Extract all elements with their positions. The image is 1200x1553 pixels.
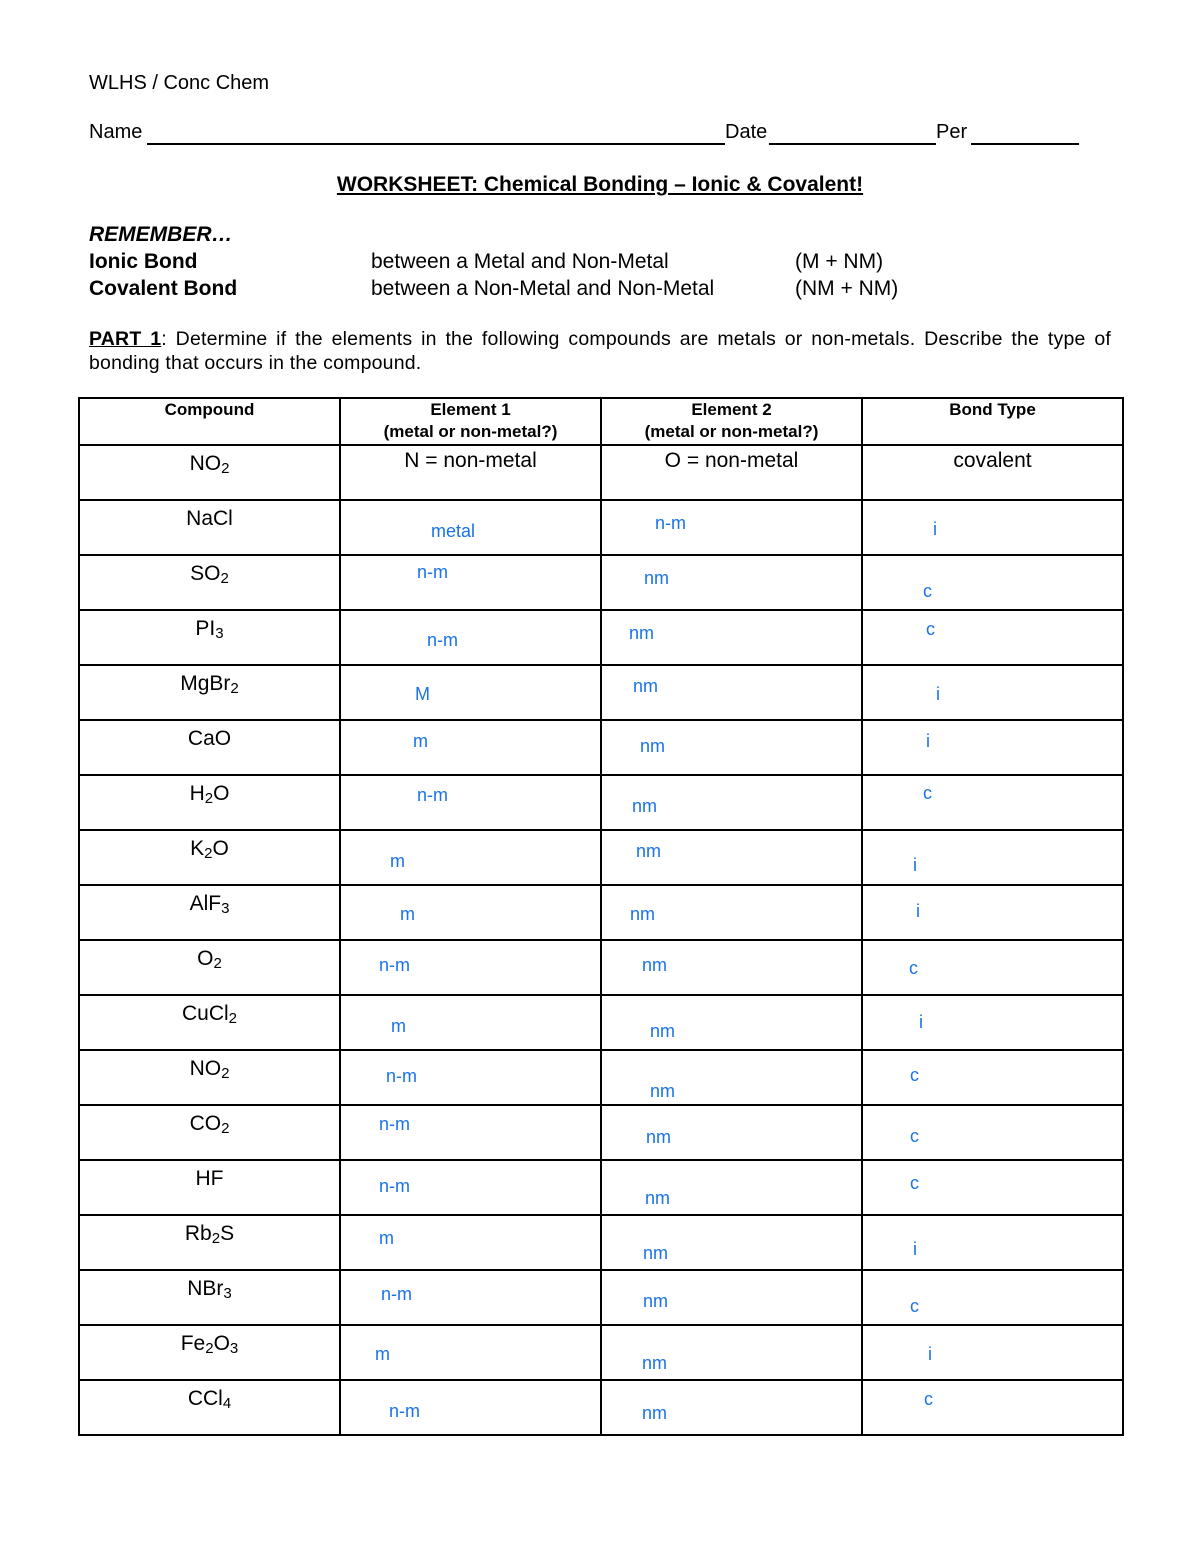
element1-cell[interactable] <box>340 1380 601 1435</box>
element2-cell[interactable] <box>601 1050 862 1105</box>
bond-type-cell[interactable] <box>862 665 1123 720</box>
compound-formula: $K_2O$ <box>190 837 229 862</box>
compound-formula: $Rb_2S$ <box>184 1222 235 1247</box>
element1-cell[interactable] <box>340 1160 601 1215</box>
element1-cell[interactable] <box>340 555 601 610</box>
bond-type-cell[interactable] <box>862 885 1123 940</box>
compound-cell <box>79 555 340 610</box>
table-header-row <box>79 398 1123 445</box>
element1-answer: n-m <box>417 562 448 582</box>
element2-header-label: Element 2 <box>691 400 772 419</box>
course-label: WLHS / Conc Chem <box>89 72 270 94</box>
compound-formula: CCl$_4$ <box>187 1387 232 1412</box>
table-row <box>79 940 1123 995</box>
name-field[interactable] <box>147 143 725 145</box>
element2-answer: O = non-metal <box>664 449 799 472</box>
element2-cell[interactable] <box>601 555 862 610</box>
compound-cell <box>79 1215 340 1270</box>
element1-cell[interactable] <box>340 1050 601 1105</box>
example-element2-cell <box>601 445 862 500</box>
bond-type-cell[interactable] <box>862 555 1123 610</box>
element1-cell[interactable] <box>340 830 601 885</box>
compound-cell <box>79 500 340 555</box>
element1-cell[interactable] <box>340 995 601 1050</box>
table-row <box>79 995 1123 1050</box>
compound-cell <box>79 610 340 665</box>
element2-answer: nm <box>636 841 662 861</box>
element1-answer: m <box>400 904 415 924</box>
table-row <box>79 555 1123 610</box>
compound-cell <box>79 720 340 775</box>
compound-cell <box>79 830 340 885</box>
bond-type-cell[interactable] <box>862 1160 1123 1215</box>
bond-type-answer: c <box>923 783 932 803</box>
compound-cell <box>79 940 340 995</box>
element1-answer: n-m <box>417 785 448 805</box>
bond-type-answer: i <box>933 519 937 539</box>
compound-formula: $O_2$ <box>197 947 222 972</box>
table-row <box>79 775 1123 830</box>
element2-cell[interactable] <box>601 610 862 665</box>
element1-header <box>340 398 601 445</box>
element2-answer: nm <box>644 568 670 588</box>
element1-header-label: Element 1 <box>430 400 511 419</box>
compound-formula: $SO_2$ <box>190 562 229 587</box>
compound-formula: NBr$_3$ <box>187 1277 232 1302</box>
bond-type-answer: i <box>926 731 930 751</box>
bonding-table <box>78 397 1124 1436</box>
element1-cell[interactable] <box>340 1270 601 1325</box>
bond-type-answer: i <box>936 684 940 704</box>
bond-type-cell[interactable] <box>862 830 1123 885</box>
name-label: Name <box>89 121 143 143</box>
compound-formula: CuCl$_2$ <box>181 1002 238 1027</box>
table-row <box>79 1215 1123 1270</box>
per-label: Per <box>936 121 968 143</box>
table-row <box>79 1105 1123 1160</box>
compound-cell <box>79 1160 340 1215</box>
bond-type-answer: i <box>928 1344 932 1364</box>
element2-answer: nm <box>633 676 659 696</box>
element2-cell[interactable] <box>601 1380 862 1435</box>
element2-answer: nm <box>642 1403 668 1423</box>
compound-formula: $CO_2$ <box>189 1112 230 1137</box>
element1-cell[interactable] <box>340 500 601 555</box>
compound-formula: HF <box>195 1167 224 1190</box>
element2-cell[interactable] <box>601 775 862 830</box>
bond-type-cell[interactable] <box>862 1325 1123 1380</box>
ionic-bond-abbreviation: (M + NM) <box>795 250 884 273</box>
table-row <box>79 885 1123 940</box>
example-bond-cell <box>862 445 1123 500</box>
element2-cell[interactable] <box>601 720 862 775</box>
compound-cell <box>79 1050 340 1105</box>
element2-answer: nm <box>650 1021 676 1041</box>
element1-answer: n-m <box>381 1284 412 1304</box>
compound-cell <box>79 775 340 830</box>
bond-type-answer: c <box>910 1296 919 1316</box>
element1-answer: M <box>415 684 430 704</box>
element1-answer: m <box>413 731 428 751</box>
element1-answer: N = non-metal <box>404 449 537 472</box>
element1-header-sub: (metal or non-metal?) <box>383 422 558 441</box>
element2-answer: nm <box>643 1291 669 1311</box>
table-row <box>79 720 1123 775</box>
bond-type-answer: i <box>919 1012 923 1032</box>
compound-header-label: Compound <box>164 400 255 419</box>
bond-type-cell[interactable] <box>862 500 1123 555</box>
element1-cell[interactable] <box>340 610 601 665</box>
element2-answer: nm <box>642 1353 668 1373</box>
element2-answer: nm <box>642 955 668 975</box>
bond-type-answer: c <box>910 1126 919 1146</box>
compound-cell <box>79 1325 340 1380</box>
bond-type-answer: i <box>916 901 920 921</box>
element1-answer: metal <box>431 521 476 541</box>
element2-answer: nm <box>650 1081 676 1101</box>
table-row <box>79 1050 1123 1105</box>
element1-answer: n-m <box>386 1066 417 1086</box>
element2-answer: nm <box>632 796 658 816</box>
element1-cell[interactable] <box>340 665 601 720</box>
element2-answer: nm <box>645 1188 671 1208</box>
element1-cell[interactable] <box>340 775 601 830</box>
bond-type-cell[interactable] <box>862 1050 1123 1105</box>
date-field[interactable] <box>769 143 936 145</box>
element1-answer: n-m <box>389 1401 420 1421</box>
element2-cell[interactable] <box>601 830 862 885</box>
element2-header <box>601 398 862 445</box>
compound-header <box>79 398 340 445</box>
element2-header-sub: (metal or non-metal?) <box>644 422 819 441</box>
element1-cell[interactable] <box>340 940 601 995</box>
compound-formula: $Fe_2O_3$ <box>180 1332 239 1357</box>
table-row <box>79 1270 1123 1325</box>
per-field[interactable] <box>971 143 1079 145</box>
bond-type-cell[interactable] <box>862 610 1123 665</box>
covalent-bond-definition: between a Non-Metal and Non-Metal <box>371 277 715 300</box>
compound-formula: $H_2O$ <box>189 782 230 807</box>
name-date-per-row <box>89 121 1079 147</box>
part1-instructions <box>89 327 1111 375</box>
element2-cell[interactable] <box>601 885 862 940</box>
bond-type-header <box>862 398 1123 445</box>
part1-label: PART 1 <box>89 328 162 350</box>
element1-answer: m <box>379 1228 394 1248</box>
bond-type-answer: c <box>910 1065 919 1085</box>
bond-type-answer: i <box>913 1239 917 1259</box>
element1-answer: m <box>375 1344 390 1364</box>
bond-type-answer: c <box>910 1173 919 1193</box>
element2-answer: nm <box>646 1127 672 1147</box>
element1-cell[interactable] <box>340 720 601 775</box>
element1-cell[interactable] <box>340 1105 601 1160</box>
ionic-bond-definition: between a Metal and Non-Metal <box>371 250 669 273</box>
compound-cell <box>79 665 340 720</box>
bond-type-answer: c <box>924 1389 933 1409</box>
date-label: Date <box>725 121 768 143</box>
covalent-bond-abbreviation: (NM + NM) <box>795 277 899 300</box>
compound-formula: NaCl <box>186 507 233 530</box>
element2-answer: nm <box>643 1243 669 1263</box>
element1-answer: n-m <box>379 1114 410 1134</box>
element2-cell[interactable] <box>601 1325 862 1380</box>
part1-text: : Determine if the elements in the following compounds are metals or non-metals. Describe the type of bonding that occurs in the compound. <box>89 328 1111 374</box>
worksheet-title: WORKSHEET: Chemical Bonding – Ionic & Covalent! <box>336 173 864 196</box>
ionic-bond-term: Ionic Bond <box>89 250 198 273</box>
bond-type-header-label: Bond Type <box>949 400 1036 419</box>
bond-type-cell[interactable] <box>862 1380 1123 1435</box>
compound-formula: $NO_2$ <box>189 1057 230 1082</box>
compound-cell <box>79 885 340 940</box>
table-row <box>79 830 1123 885</box>
compound-cell <box>79 1380 340 1435</box>
example-element1-cell <box>340 445 601 500</box>
remember-heading: REMEMBER… <box>89 223 233 246</box>
compound-formula: $PI_3$ <box>195 617 224 642</box>
bond-type-answer: c <box>926 619 935 639</box>
covalent-bond-term: Covalent Bond <box>89 277 238 300</box>
table-row <box>79 610 1123 665</box>
bond-type-cell[interactable] <box>862 775 1123 830</box>
example-compound-cell <box>79 445 340 500</box>
element2-cell[interactable] <box>601 1160 862 1215</box>
element2-cell[interactable] <box>601 1270 862 1325</box>
bond-type-cell[interactable] <box>862 995 1123 1050</box>
compound-formula: MgBr$_2$ <box>180 672 239 697</box>
compound-formula: $NO_2$ <box>189 452 230 477</box>
bond-type-cell[interactable] <box>862 1215 1123 1270</box>
element2-answer: nm <box>629 623 655 643</box>
element2-answer: nm <box>640 736 666 756</box>
element1-cell[interactable] <box>340 885 601 940</box>
bond-type-answer: i <box>913 855 917 875</box>
bond-type-cell[interactable] <box>862 940 1123 995</box>
bond-type-answer: covalent <box>953 449 1032 472</box>
element2-answer: n-m <box>655 513 686 533</box>
element1-answer: n-m <box>427 630 458 650</box>
bond-type-answer: c <box>909 958 918 978</box>
bond-type-answer: c <box>923 581 932 601</box>
element1-answer: m <box>391 1016 406 1036</box>
compound-formula: AlF$_3$ <box>189 892 230 917</box>
element1-cell[interactable] <box>340 1325 601 1380</box>
table-row <box>79 1380 1123 1435</box>
bond-type-cell[interactable] <box>862 1270 1123 1325</box>
bond-type-cell[interactable] <box>862 1105 1123 1160</box>
element2-cell[interactable] <box>601 995 862 1050</box>
element2-cell[interactable] <box>601 1105 862 1160</box>
table-row <box>79 500 1123 555</box>
compound-cell <box>79 995 340 1050</box>
table-row <box>79 1325 1123 1380</box>
table-row <box>79 1160 1123 1215</box>
element1-answer: m <box>390 851 405 871</box>
element2-cell[interactable] <box>601 1215 862 1270</box>
element1-answer: n-m <box>379 1176 410 1196</box>
element2-cell[interactable] <box>601 665 862 720</box>
compound-cell <box>79 1270 340 1325</box>
example-row <box>79 445 1123 500</box>
table-row <box>79 665 1123 720</box>
element1-cell[interactable] <box>340 1215 601 1270</box>
compound-formula: CaO <box>187 727 232 750</box>
element2-answer: nm <box>630 904 656 924</box>
element2-cell[interactable] <box>601 940 862 995</box>
compound-cell <box>79 1105 340 1160</box>
element1-answer: n-m <box>379 955 410 975</box>
bond-type-cell[interactable] <box>862 720 1123 775</box>
element2-cell[interactable] <box>601 500 862 555</box>
